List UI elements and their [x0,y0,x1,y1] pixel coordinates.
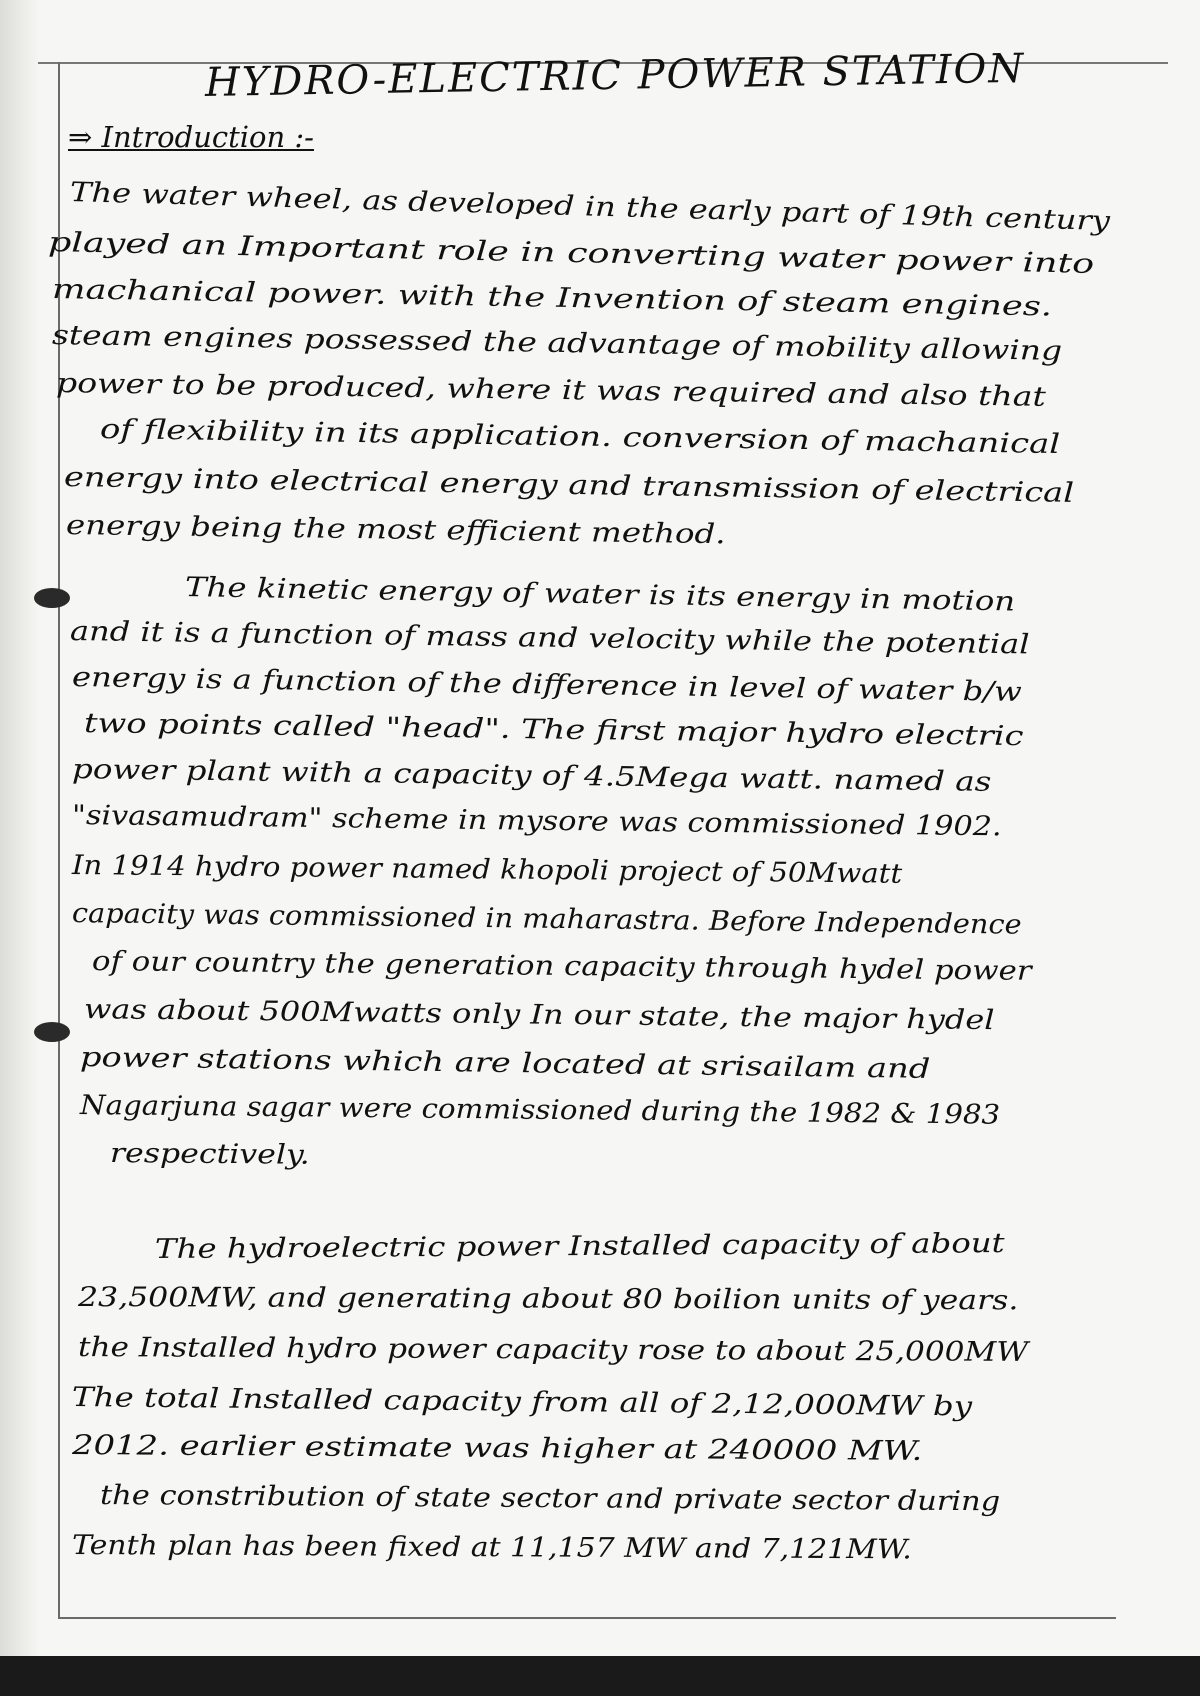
text-line: power to be produced, where it was required and also that [55,368,1046,413]
text-line: steam engines possessed the advantage of mobility allowing [51,320,1063,367]
page-title: HYDRO-ELECTRIC POWER STATION [204,45,1026,106]
text-line: In 1914 hydro power named khopoli project of 50Mwatt [71,850,903,890]
text-line: played an Important role in converting water power into [47,227,1095,280]
text-line: respectively. [109,1138,310,1171]
page-bottom-edge [0,1656,1200,1696]
section-heading: ⇒ Introduction :- [68,120,314,154]
text-line: power plant with a capacity of 4.5Mega watt. named as [71,754,992,798]
text-line: "sivasamudram" scheme in mysore was commissioned 1902. [71,800,1002,843]
text-line: 2012. earlier estimate was higher at 240000 MW. [71,1430,923,1467]
text-line: and it is a function of mass and velocity while the potential [69,616,1030,661]
text-line: of our country the generation capacity through hydel power [91,946,1032,987]
text-line: Tenth plan has been fixed at 11,157 MW and 7,121MW. [71,1530,912,1566]
text-line: The total Installed capacity from all of 2,12,000MW by [71,1382,973,1423]
text-line: energy being the most efficient method. [65,510,726,551]
text-line: energy is a function of the difference in level of water b/w [71,662,1022,708]
text-line: 23,500MW, and generating about 80 boilion units of years. [77,1282,1019,1317]
text-line: energy into electrical energy and transmission of electrical [63,462,1075,509]
binder-hole [34,588,70,608]
binder-hole [34,1022,70,1042]
text-line: The hydroelectric power Installed capacity of about [154,1228,1005,1265]
text-line: Nagarjuna sagar were commissioned during the 1982 & 1983 [79,1090,1001,1131]
text-line: was about 500Mwatts only In our state, the major hydel [83,994,995,1037]
text-line: The kinetic energy of water is its energy in motion [184,572,1016,618]
text-line: The water wheel, as developed in the early part of 19th century [69,177,1111,238]
notebook-spine [0,0,40,1696]
text-line: power stations which are located at srisailam and [79,1042,931,1085]
text-line: of flexibility in its application. conversion of machanical [99,414,1061,461]
text-line: the Installed hydro power capacity rose to about 25,000MW [77,1332,1029,1368]
text-line: the constribution of state sector and private sector during [99,1480,1001,1518]
text-line: two points called "head". The first major hydro electric [83,708,1024,753]
text-line: machanical power. with the Invention of steam engines. [51,274,1053,323]
text-line: capacity was commissioned in maharastra. Before Independence [71,898,1022,941]
